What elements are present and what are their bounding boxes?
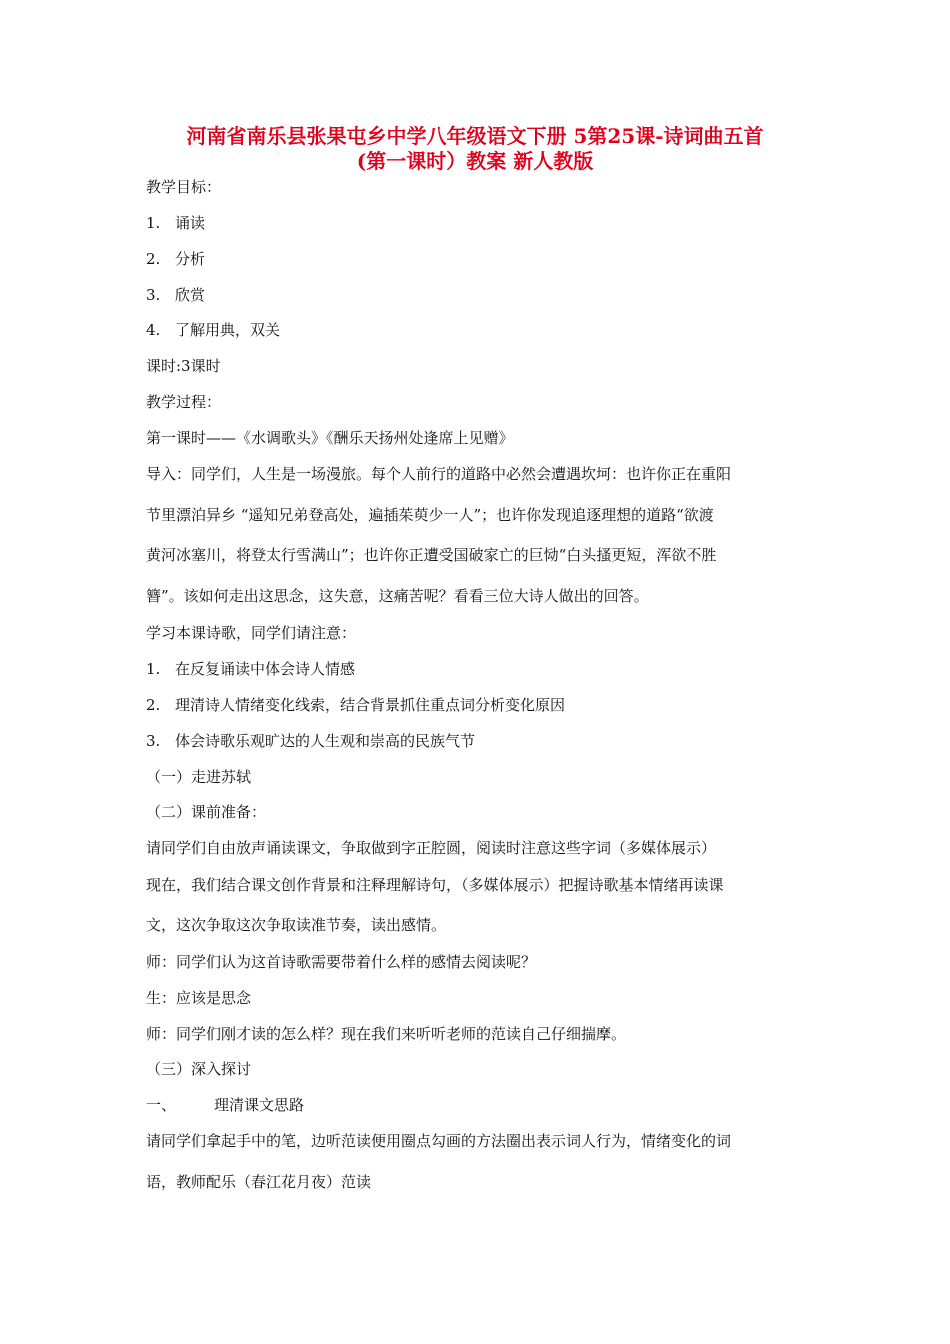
objective-text: 欣赏 <box>175 286 206 304</box>
objectives-heading: 教学目标： <box>146 178 222 196</box>
lesson-one-heading: 第一课时——《水调歌头》《酬乐天扬州处逢席上见赠》 <box>146 429 514 447</box>
objective-item <box>146 321 280 339</box>
document-title-line-1: 河南省南乐县张果屯乡中学八年级语文下册 5第25课-诗词曲五首 <box>186 124 764 148</box>
dialogue-line: 师：同学们认为这首诗歌需要带着什么样的感情去阅读呢？ <box>146 953 537 971</box>
intro-paragraph-line: 节里漂泊异乡 “遥知兄弟登高处，遍插茱萸少一人”；也许你发现追逐理想的道路“欲渡 <box>146 506 714 524</box>
objective-item <box>146 286 205 304</box>
attention-heading: 学习本课诗歌，同学们请注意： <box>146 624 357 642</box>
objective-item <box>146 250 205 268</box>
final-paragraph-line: 请同学们拿起手中的笔，边听范读便用圈点勾画的方法圈出表示词人行为，情绪变化的词 <box>146 1132 732 1150</box>
objective-text: 分析 <box>175 250 206 268</box>
intro-paragraph-line: 簪”。该如何走出这思念，这失意，这痛苦呢？看看三位大诗人做出的回答。 <box>146 587 649 605</box>
process-heading: 教学过程： <box>146 393 222 411</box>
section-heading: （二）课前准备： <box>146 803 267 821</box>
reading-paragraph-line: 文，这次争取这次争取读准节奏，读出感情。 <box>146 916 447 934</box>
attention-text: 在反复诵读中体会诗人情感 <box>175 660 356 678</box>
section-heading: （三）深入探讨 <box>146 1060 252 1078</box>
attention-item <box>146 660 355 678</box>
objective-number: 3. <box>146 286 161 304</box>
attention-item <box>146 732 475 750</box>
objective-number: 4. <box>146 321 161 339</box>
objective-number: 1. <box>146 214 161 232</box>
subsection-text: 理清课文思路 <box>214 1096 305 1114</box>
class-hours: 课时:3课时 <box>146 357 221 375</box>
section-heading: （一）走进苏轼 <box>146 768 252 786</box>
intro-paragraph-line: 黄河冰塞川，将登太行雪满山”；也许你正遭受国破家亡的巨恸“白头搔更短，浑欲不胜 <box>146 546 717 564</box>
subsection-number: 一、 <box>146 1096 177 1114</box>
prep-paragraph: 请同学们自由放声诵读课文，争取做到字正腔圆，阅读时注意这些字词（多媒体展示） <box>146 839 717 857</box>
attention-text: 体会诗歌乐观旷达的人生观和崇高的民族气节 <box>175 732 476 750</box>
attention-number: 3. <box>146 732 161 750</box>
attention-number: 2. <box>146 696 161 714</box>
final-paragraph-line: 语，教师配乐（春江花月夜）范读 <box>146 1173 372 1191</box>
dialogue-line: 师：同学们刚才读的怎么样？现在我们来听听老师的范读自己仔细揣摩。 <box>146 1025 627 1043</box>
attention-item <box>146 696 565 714</box>
objective-text: 诵读 <box>175 214 206 232</box>
attention-text: 理清诗人情绪变化线索，结合背景抓住重点词分析变化原因 <box>175 696 566 714</box>
objective-item <box>146 214 205 232</box>
attention-number: 1. <box>146 660 161 678</box>
objective-text: 了解用典，双关 <box>175 321 281 339</box>
document-title-line-2: (第一课时）教案 新人教版 <box>356 149 594 173</box>
dialogue-line: 生：应该是思念 <box>146 989 252 1007</box>
objective-number: 2. <box>146 250 161 268</box>
reading-paragraph-line: 现在，我们结合课文创作背景和注释理解诗句，（多媒体展示）把握诗歌基本情绪再读课 <box>146 876 724 894</box>
intro-paragraph-line: 导入：同学们，人生是一场漫旅。每个人前行的道路中必然会遭遇坎坷：也许你正在重阳 <box>146 465 732 483</box>
subsection-heading <box>146 1096 304 1114</box>
